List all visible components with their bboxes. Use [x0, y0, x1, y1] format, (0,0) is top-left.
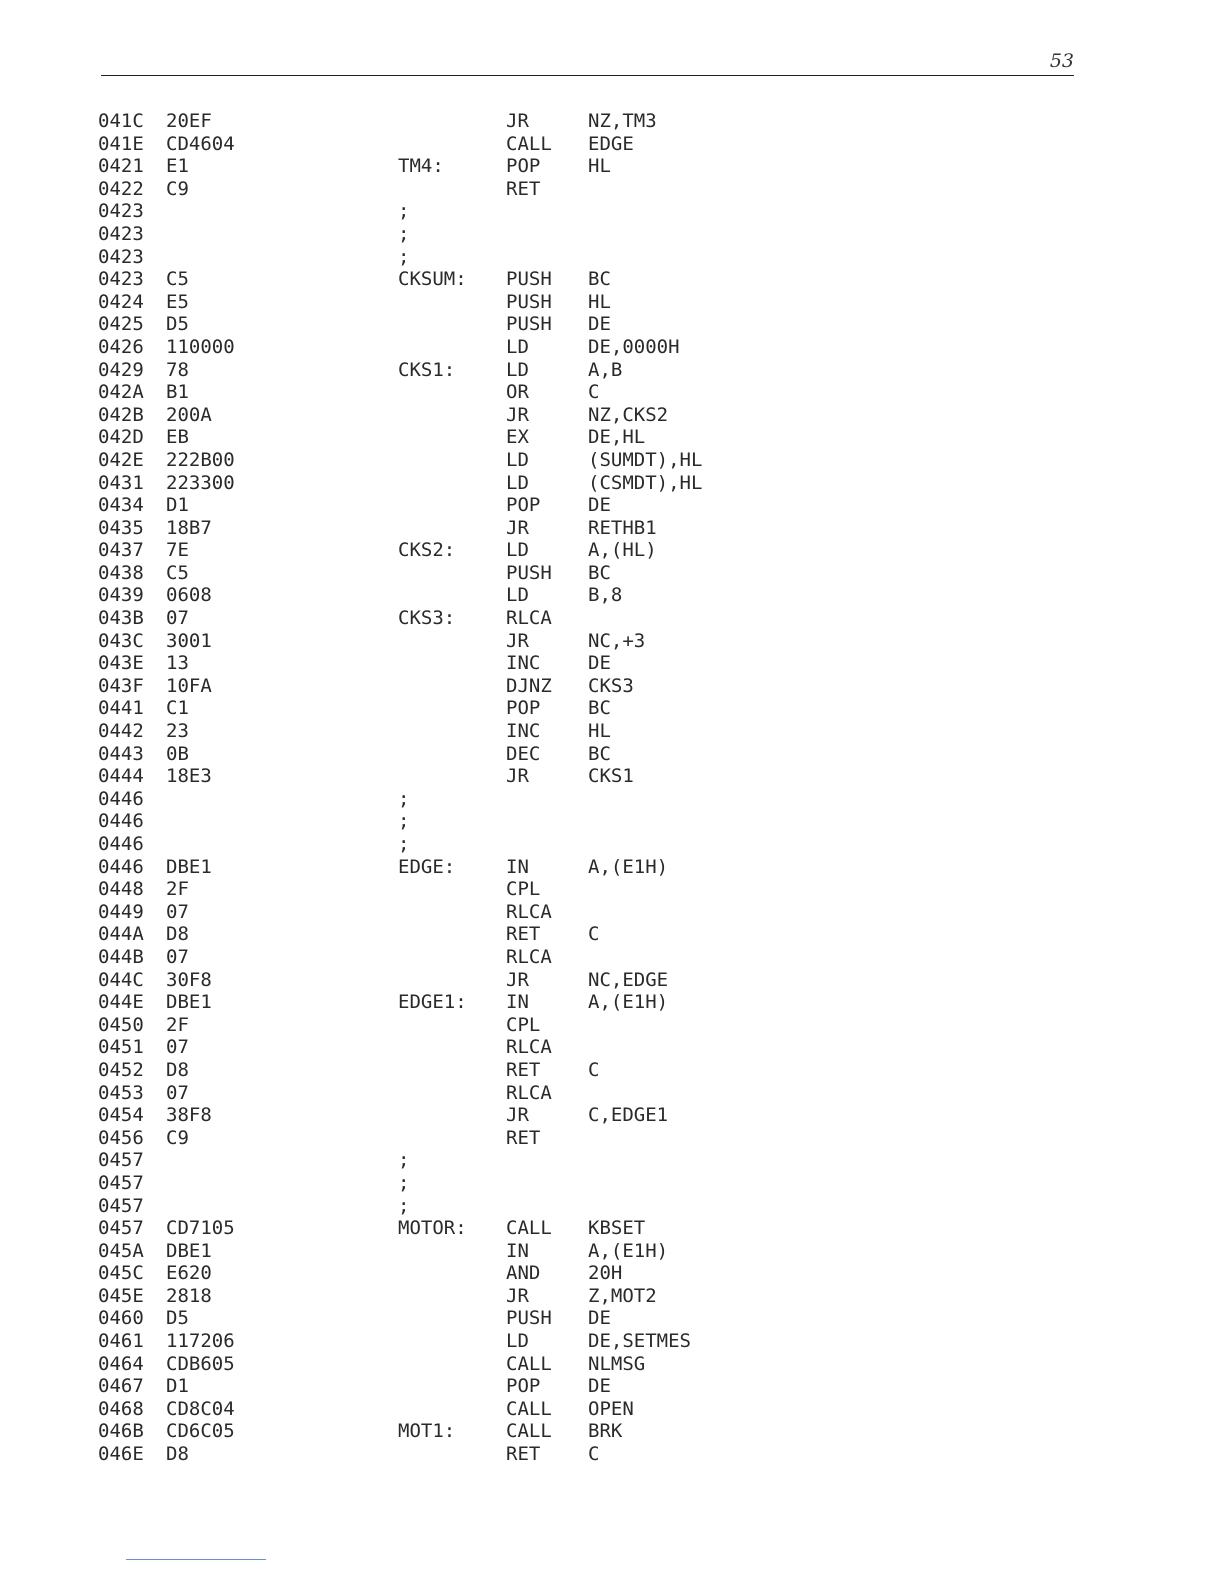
operand-cell: (CSMDT),HL: [588, 471, 703, 494]
mnemonic-cell: RET: [506, 1126, 541, 1149]
operand-cell: DE,0000H: [588, 335, 680, 358]
listing-line: [98, 607, 798, 630]
address-cell: 0426: [98, 335, 144, 358]
address-cell: 0467: [98, 1375, 144, 1398]
listing-line: [98, 1443, 798, 1466]
mnemonic-cell: LD: [506, 539, 529, 562]
machine-code-cell: 0B: [166, 742, 189, 765]
address-cell: 0421: [98, 155, 144, 178]
listing-line: [98, 1195, 798, 1218]
address-cell: 0450: [98, 1013, 144, 1036]
mnemonic-cell: CALL: [506, 1420, 552, 1443]
machine-code-cell: E5: [166, 290, 189, 313]
operand-cell: C: [588, 923, 600, 946]
operand-cell: CKS1: [588, 765, 634, 788]
address-cell: 046B: [98, 1420, 144, 1443]
machine-code-cell: D1: [166, 494, 189, 517]
machine-code-cell: B1: [166, 381, 189, 404]
listing-line: [98, 1262, 798, 1285]
mnemonic-cell: RLCA: [506, 607, 552, 630]
operand-cell: (SUMDT),HL: [588, 448, 703, 471]
operand-cell: OPEN: [588, 1397, 634, 1420]
operand-cell: DE: [588, 313, 611, 336]
operand-cell: DE: [588, 494, 611, 517]
listing-line: [98, 1036, 798, 1059]
machine-code-cell: 07: [166, 945, 189, 968]
operand-cell: NC,+3: [588, 629, 646, 652]
listing-line: [98, 562, 798, 585]
label-cell: CKS1:: [398, 358, 456, 381]
machine-code-cell: 7E: [166, 539, 189, 562]
operand-cell: 20H: [588, 1262, 623, 1285]
operand-cell: A,(HL): [588, 539, 657, 562]
address-cell: 043F: [98, 674, 144, 697]
listing-line: [98, 359, 798, 382]
address-cell: 0457: [98, 1217, 144, 1240]
listing-line: [98, 901, 798, 924]
address-cell: 044C: [98, 968, 144, 991]
address-cell: 0461: [98, 1330, 144, 1353]
machine-code-cell: 223300: [166, 471, 235, 494]
listing-line: [98, 630, 798, 653]
address-cell: 042B: [98, 403, 144, 426]
operand-cell: C: [588, 381, 600, 404]
label-cell: ;: [398, 245, 410, 268]
mnemonic-cell: RLCA: [506, 945, 552, 968]
operand-cell: Z,MOT2: [588, 1284, 657, 1307]
listing-line: [98, 1217, 798, 1240]
operand-cell: C: [588, 1058, 600, 1081]
listing-line: [98, 765, 798, 788]
mnemonic-cell: RET: [506, 1443, 541, 1466]
address-cell: 0446: [98, 810, 144, 833]
machine-code-cell: CD6C05: [166, 1420, 235, 1443]
listing-line: [98, 1330, 798, 1353]
mnemonic-cell: JR: [506, 516, 529, 539]
listing-line: [98, 1307, 798, 1330]
address-cell: 0457: [98, 1194, 144, 1217]
address-cell: 0441: [98, 697, 144, 720]
listing-line: [98, 110, 798, 133]
machine-code-cell: CD4604: [166, 132, 235, 155]
mnemonic-cell: IN: [506, 855, 529, 878]
listing-line: [98, 1172, 798, 1195]
address-cell: 044E: [98, 991, 144, 1014]
address-cell: 0424: [98, 290, 144, 313]
machine-code-cell: 200A: [166, 403, 212, 426]
label-cell: ;: [398, 200, 410, 223]
operand-cell: RETHB1: [588, 516, 657, 539]
mnemonic-cell: LD: [506, 471, 529, 494]
listing-line: [98, 223, 798, 246]
machine-code-cell: DBE1: [166, 991, 212, 1014]
label-cell: MOTOR:: [398, 1217, 467, 1240]
mnemonic-cell: LD: [506, 358, 529, 381]
listing-line: [98, 178, 798, 201]
listing-line: [98, 449, 798, 472]
operand-cell: A,(E1H): [588, 855, 669, 878]
machine-code-cell: C5: [166, 561, 189, 584]
machine-code-cell: 07: [166, 607, 189, 630]
machine-code-cell: C9: [166, 1126, 189, 1149]
machine-code-cell: D8: [166, 1443, 189, 1466]
address-cell: 0437: [98, 539, 144, 562]
mnemonic-cell: PUSH: [506, 1307, 552, 1330]
mnemonic-cell: RLCA: [506, 1036, 552, 1059]
mnemonic-cell: IN: [506, 991, 529, 1014]
operand-cell: NLMSG: [588, 1352, 646, 1375]
operand-cell: A,B: [588, 358, 623, 381]
mnemonic-cell: POP: [506, 494, 541, 517]
mnemonic-cell: PUSH: [506, 290, 552, 313]
listing-line: [98, 381, 798, 404]
listing-line: [98, 697, 798, 720]
machine-code-cell: 07: [166, 1081, 189, 1104]
listing-line: [98, 946, 798, 969]
listing-line: [98, 291, 798, 314]
listing-line: [98, 313, 798, 336]
listing-line: [98, 969, 798, 992]
listing-line: [98, 404, 798, 427]
listing-line: [98, 991, 798, 1014]
machine-code-cell: D5: [166, 1307, 189, 1330]
header-rule: [101, 75, 1074, 76]
address-cell: 0446: [98, 833, 144, 855]
mnemonic-cell: DEC: [506, 742, 541, 765]
operand-cell: NZ,CKS2: [588, 403, 669, 426]
mnemonic-cell: OR: [506, 381, 529, 404]
address-cell: 043C: [98, 629, 144, 652]
address-cell: 046E: [98, 1443, 144, 1466]
mnemonic-cell: LD: [506, 335, 529, 358]
listing-line: [98, 155, 798, 178]
listing-line: [98, 675, 798, 698]
label-cell: ;: [398, 833, 410, 855]
address-cell: 0434: [98, 494, 144, 517]
mnemonic-cell: PUSH: [506, 268, 552, 291]
mnemonic-cell: INC: [506, 720, 541, 743]
operand-cell: C,EDGE1: [588, 1104, 669, 1127]
machine-code-cell: 07: [166, 900, 189, 923]
address-cell: 0468: [98, 1397, 144, 1420]
listing-line: [98, 246, 798, 269]
mnemonic-cell: RET: [506, 923, 541, 946]
label-cell: MOT1:: [398, 1420, 456, 1443]
address-cell: 045E: [98, 1284, 144, 1307]
operand-cell: BC: [588, 561, 611, 584]
mnemonic-cell: RET: [506, 177, 541, 200]
machine-code-cell: 23: [166, 720, 189, 743]
listing-line: [98, 133, 798, 156]
listing-line: [98, 1149, 798, 1172]
operand-cell: DE: [588, 652, 611, 675]
machine-code-cell: 38F8: [166, 1104, 212, 1127]
operand-cell: HL: [588, 155, 611, 178]
address-cell: 0438: [98, 561, 144, 584]
address-cell: 0453: [98, 1081, 144, 1104]
listing-line: [98, 788, 798, 811]
listing-line: [98, 539, 798, 562]
listing-line: [98, 652, 798, 675]
machine-code-cell: D1: [166, 1375, 189, 1398]
listing-line: [98, 336, 798, 359]
operand-cell: BC: [588, 268, 611, 291]
mnemonic-cell: RET: [506, 1058, 541, 1081]
address-cell: 0449: [98, 900, 144, 923]
label-cell: CKS2:: [398, 539, 456, 562]
operand-cell: C: [588, 1443, 600, 1466]
listing-line: [98, 1082, 798, 1105]
machine-code-cell: E620: [166, 1262, 212, 1285]
mnemonic-cell: AND: [506, 1262, 541, 1285]
address-cell: 0435: [98, 516, 144, 539]
machine-code-cell: CD7105: [166, 1217, 235, 1240]
address-cell: 0442: [98, 720, 144, 743]
machine-code-cell: C9: [166, 177, 189, 200]
machine-code-cell: D8: [166, 1058, 189, 1081]
mnemonic-cell: JR: [506, 1284, 529, 1307]
machine-code-cell: C1: [166, 697, 189, 720]
mnemonic-cell: CALL: [506, 132, 552, 155]
label-cell: ;: [398, 1149, 410, 1172]
mnemonic-cell: PUSH: [506, 313, 552, 336]
operand-cell: DE,SETMES: [588, 1330, 691, 1353]
mnemonic-cell: JR: [506, 968, 529, 991]
label-cell: ;: [398, 787, 410, 810]
listing-line: [98, 494, 798, 517]
machine-code-cell: 110000: [166, 335, 235, 358]
assembly-listing: [98, 110, 798, 1466]
mnemonic-cell: INC: [506, 652, 541, 675]
listing-line: [98, 833, 798, 856]
address-cell: 045C: [98, 1262, 144, 1285]
label-cell: CKS3:: [398, 607, 456, 630]
listing-line: [98, 584, 798, 607]
mnemonic-cell: LD: [506, 584, 529, 607]
mnemonic-cell: DJNZ: [506, 674, 552, 697]
address-cell: 0423: [98, 268, 144, 291]
mnemonic-cell: CALL: [506, 1352, 552, 1375]
machine-code-cell: 30F8: [166, 968, 212, 991]
operand-cell: B,8: [588, 584, 623, 607]
operand-cell: DE: [588, 1375, 611, 1398]
mnemonic-cell: CALL: [506, 1397, 552, 1420]
machine-code-cell: CD8C04: [166, 1397, 235, 1420]
machine-code-cell: 2F: [166, 1013, 189, 1036]
operand-cell: A,(E1H): [588, 1239, 669, 1262]
address-cell: 043E: [98, 652, 144, 675]
mnemonic-cell: JR: [506, 110, 529, 132]
address-cell: 0444: [98, 765, 144, 788]
footer-rule: [126, 1559, 266, 1560]
label-cell: CKSUM:: [398, 268, 467, 291]
listing-line: [98, 1353, 798, 1376]
address-cell: 042A: [98, 381, 144, 404]
address-cell: 0423: [98, 245, 144, 268]
address-cell: 0423: [98, 222, 144, 245]
mnemonic-cell: RLCA: [506, 900, 552, 923]
address-cell: 0452: [98, 1058, 144, 1081]
address-cell: 0460: [98, 1307, 144, 1330]
machine-code-cell: 18E3: [166, 765, 212, 788]
machine-code-cell: D8: [166, 923, 189, 946]
mnemonic-cell: CPL: [506, 1013, 541, 1036]
address-cell: 045A: [98, 1239, 144, 1262]
label-cell: ;: [398, 222, 410, 245]
address-cell: 041C: [98, 110, 144, 132]
mnemonic-cell: JR: [506, 403, 529, 426]
address-cell: 044A: [98, 923, 144, 946]
address-cell: 041E: [98, 132, 144, 155]
address-cell: 042D: [98, 426, 144, 449]
machine-code-cell: EB: [166, 426, 189, 449]
machine-code-cell: D5: [166, 313, 189, 336]
machine-code-cell: 3001: [166, 629, 212, 652]
label-cell: ;: [398, 810, 410, 833]
listing-line: [98, 426, 798, 449]
address-cell: 0464: [98, 1352, 144, 1375]
machine-code-cell: C5: [166, 268, 189, 291]
listing-line: [98, 1420, 798, 1443]
operand-cell: EDGE: [588, 132, 634, 155]
operand-cell: KBSET: [588, 1217, 646, 1240]
listing-line: [98, 810, 798, 833]
address-cell: 0451: [98, 1036, 144, 1059]
machine-code-cell: 13: [166, 652, 189, 675]
listing-line: [98, 743, 798, 766]
operand-cell: DE: [588, 1307, 611, 1330]
address-cell: 0457: [98, 1149, 144, 1172]
machine-code-cell: CDB605: [166, 1352, 235, 1375]
address-cell: 0446: [98, 855, 144, 878]
listing-line: [98, 1014, 798, 1037]
machine-code-cell: DBE1: [166, 1239, 212, 1262]
machine-code-cell: 07: [166, 1036, 189, 1059]
listing-line: [98, 878, 798, 901]
operand-cell: HL: [588, 290, 611, 313]
operand-cell: BRK: [588, 1420, 623, 1443]
mnemonic-cell: JR: [506, 1104, 529, 1127]
address-cell: 044B: [98, 945, 144, 968]
label-cell: ;: [398, 1194, 410, 1217]
label-cell: ;: [398, 1171, 410, 1194]
listing-line: [98, 1398, 798, 1421]
listing-line: [98, 1375, 798, 1398]
operand-cell: NZ,TM3: [588, 110, 657, 132]
mnemonic-cell: JR: [506, 765, 529, 788]
operand-cell: DE,HL: [588, 426, 646, 449]
operand-cell: HL: [588, 720, 611, 743]
machine-code-cell: 78: [166, 358, 189, 381]
machine-code-cell: 0608: [166, 584, 212, 607]
address-cell: 0423: [98, 200, 144, 223]
machine-code-cell: 117206: [166, 1330, 235, 1353]
mnemonic-cell: CALL: [506, 1217, 552, 1240]
label-cell: EDGE:: [398, 855, 456, 878]
address-cell: 0429: [98, 358, 144, 381]
listing-line: [98, 856, 798, 879]
operand-cell: BC: [588, 697, 611, 720]
listing-line: [98, 268, 798, 291]
machine-code-cell: 10FA: [166, 674, 212, 697]
listing-line: [98, 200, 798, 223]
machine-code-cell: 2818: [166, 1284, 212, 1307]
listing-line: [98, 1127, 798, 1150]
label-cell: TM4:: [398, 155, 444, 178]
mnemonic-cell: LD: [506, 1330, 529, 1353]
listing-line: [98, 1104, 798, 1127]
machine-code-cell: 2F: [166, 878, 189, 901]
operand-cell: A,(E1H): [588, 991, 669, 1014]
listing-line: [98, 720, 798, 743]
operand-cell: NC,EDGE: [588, 968, 669, 991]
mnemonic-cell: RLCA: [506, 1081, 552, 1104]
mnemonic-cell: LD: [506, 448, 529, 471]
listing-line: [98, 472, 798, 495]
address-cell: 0457: [98, 1171, 144, 1194]
mnemonic-cell: JR: [506, 629, 529, 652]
listing-line: [98, 1059, 798, 1082]
address-cell: 0448: [98, 878, 144, 901]
machine-code-cell: 18B7: [166, 516, 212, 539]
mnemonic-cell: IN: [506, 1239, 529, 1262]
mnemonic-cell: EX: [506, 426, 529, 449]
address-cell: 0443: [98, 742, 144, 765]
machine-code-cell: DBE1: [166, 855, 212, 878]
machine-code-cell: 222B00: [166, 448, 235, 471]
label-cell: EDGE1:: [398, 991, 467, 1014]
machine-code-cell: 20EF: [166, 110, 212, 132]
address-cell: 0422: [98, 177, 144, 200]
machine-code-cell: E1: [166, 155, 189, 178]
operand-cell: CKS3: [588, 674, 634, 697]
operand-cell: BC: [588, 742, 611, 765]
address-cell: 0425: [98, 313, 144, 336]
listing-line: [98, 1285, 798, 1308]
mnemonic-cell: PUSH: [506, 561, 552, 584]
mnemonic-cell: CPL: [506, 878, 541, 901]
address-cell: 0446: [98, 787, 144, 810]
page-number: 53: [1049, 50, 1074, 72]
listing-line: [98, 1240, 798, 1263]
listing-line: [98, 923, 798, 946]
address-cell: 043B: [98, 607, 144, 630]
mnemonic-cell: POP: [506, 697, 541, 720]
address-cell: 0454: [98, 1104, 144, 1127]
address-cell: 0456: [98, 1126, 144, 1149]
address-cell: 0431: [98, 471, 144, 494]
address-cell: 042E: [98, 448, 144, 471]
listing-line: [98, 517, 798, 540]
mnemonic-cell: POP: [506, 155, 541, 178]
address-cell: 0439: [98, 584, 144, 607]
mnemonic-cell: POP: [506, 1375, 541, 1398]
